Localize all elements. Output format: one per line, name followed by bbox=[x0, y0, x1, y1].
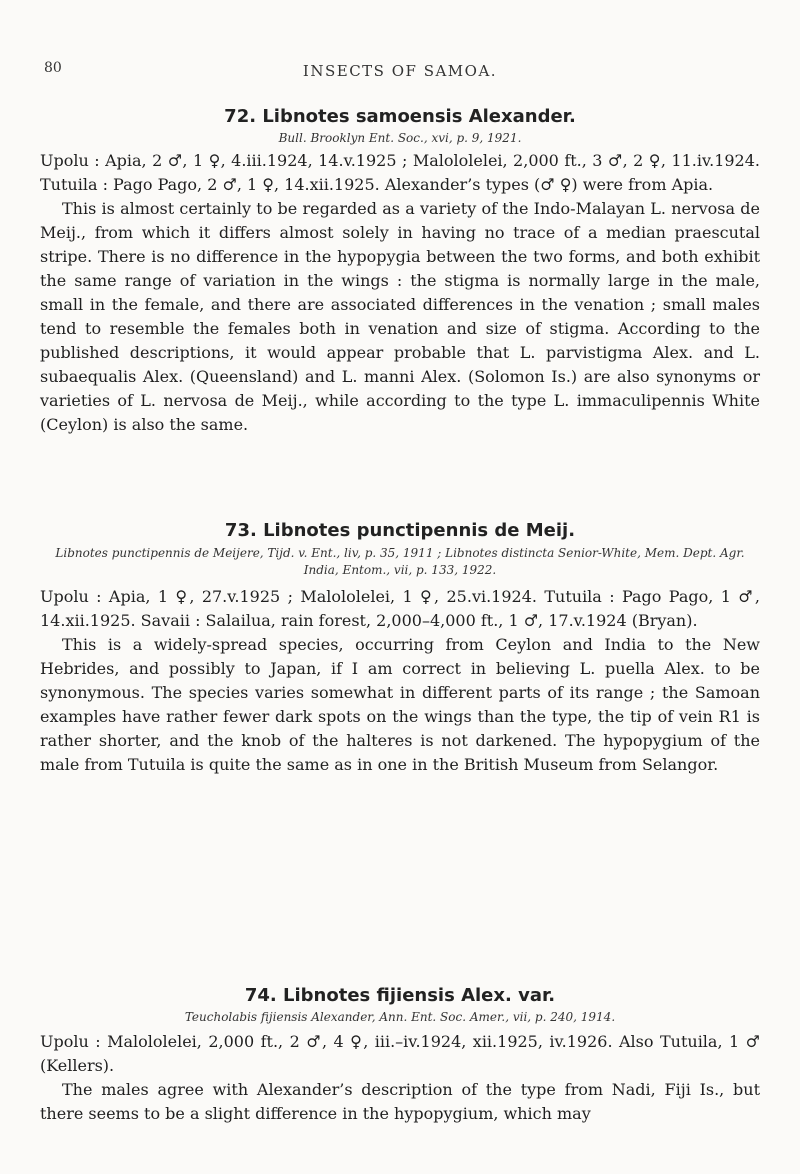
running-title: INSECTS OF SAMOA. bbox=[302, 62, 498, 80]
section-73 bbox=[40, 520, 760, 777]
section-72 bbox=[40, 106, 760, 437]
records-paragraph: Upolu : Apia, 1 ♀, 27.v.1925 ; Malololelei, 1 ♀, 25.vi.1924. Tutuila : Pago Pago, 1 ♂, 14.xii.1925. Savaii : Salailua, rain forest, 2,000–4,000 ft., 1 ♂, 17.v.1924 (Bryan). bbox=[40, 587, 760, 630]
discussion-paragraph: This is a widely-spread species, occurring from Ceylon and India to the New Hebrides, and possibly to Japan, if I am correct in believing L. puella Alex. to be synonymous. The species varies somewhat in different parts of its range ; the Samoan examples have rather fewer dark spots on the wings than the type, the tip of vein R1 is rather shorter, and the knob of the halteres is not darkened. The hypopygium of the male from Tutuila is quite the same as in one in the British Museum from Selangor. bbox=[40, 635, 760, 774]
records-paragraph: Upolu : Malololelei, 2,000 ft., 2 ♂, 4 ♀, iii.–iv.1924, xii.1925, iv.1926. Also Tutuila, 1 ♂ (Kellers). bbox=[40, 1032, 760, 1075]
discussion-paragraph: This is almost certainly to be regarded as a variety of the Indo-Malayan L. nervosa de Meij., from which it differs almost solely in having no trace of a median praescutal stripe. There is no difference in the hypopygia between the two forms, and both exhibit the same range of variation in the wings : the stigma is normally large in the male, small in the female, and there are associated differences in the venation ; small males tend to resemble the females both in venation and size of stigma. According to the published descriptions, it would appear probable that L. parvistigma Alex. and L. subaequalis Alex. (Queensland) and L. manni Alex. (Solomon Is.) are also synonyms or varieties of L. nervosa de Meij., while according to the type L. immaculipennis White (Ceylon) is also the same. bbox=[40, 199, 760, 434]
citation: Libnotes punctipennis de Meijere, Tijd. v. Ent., liv, p. 35, 1911 ; Libnotes distincta Senior-White, Mem. Dept. Agr. India, Entom., vii, p. 133, 1922. bbox=[55, 546, 745, 577]
section-74 bbox=[40, 985, 760, 1126]
citation: Teucholabis fijiensis Alexander, Ann. Ent. Soc. Amer., vii, p. 240, 1914. bbox=[184, 1010, 616, 1024]
records-paragraph: Upolu : Apia, 2 ♂, 1 ♀, 4.iii.1924, 14.v.1925 ; Malololelei, 2,000 ft., 3 ♂, 2 ♀, 11.iv.1924. Tutuila : Pago Pago, 2 ♂, 1 ♀, 14.xii.1925. Alexander’s types (♂ ♀) were from Apia. bbox=[40, 151, 760, 194]
citation: Bull. Brooklyn Ent. Soc., xvi, p. 9, 1921. bbox=[278, 131, 522, 145]
page-number: 80 bbox=[44, 60, 62, 76]
discussion-paragraph: The males agree with Alexander’s description of the type from Nadi, Fiji Is., but there seems to be a slight difference in the hypopygium, which may bbox=[40, 1080, 760, 1123]
section-title: 72. Libnotes samoensis Alexander. bbox=[224, 106, 576, 127]
section-title: 73. Libnotes punctipennis de Meij. bbox=[224, 520, 576, 541]
section-title: 74. Libnotes fijiensis Alex. var. bbox=[244, 985, 556, 1006]
